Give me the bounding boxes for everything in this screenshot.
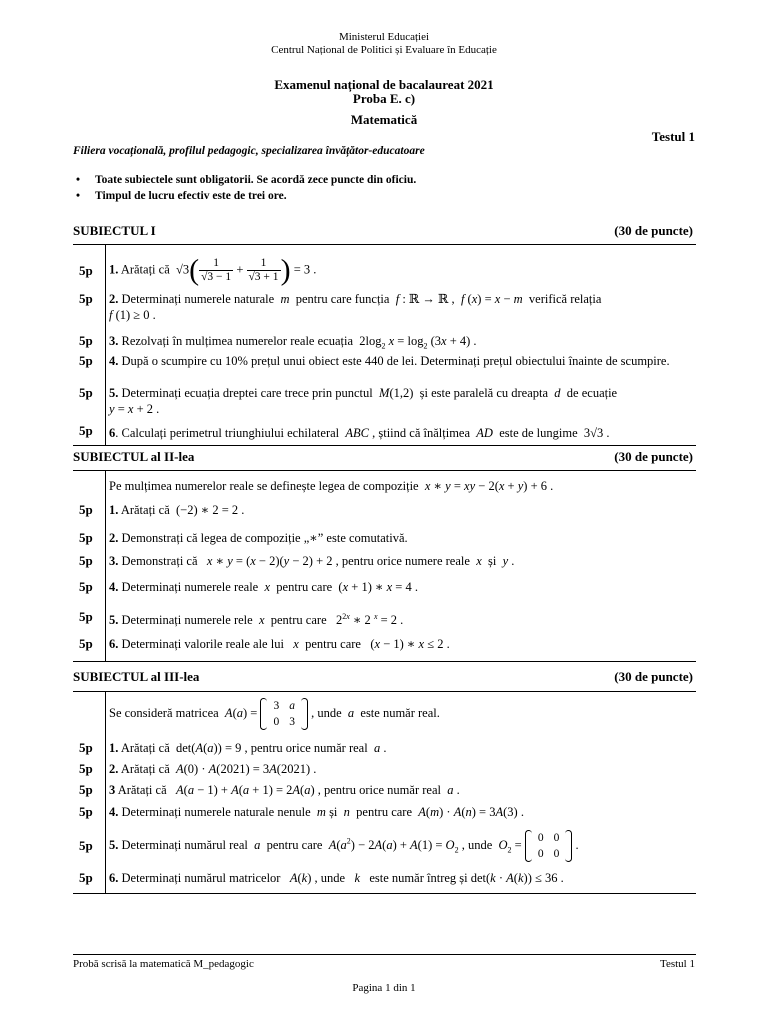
section3-heading: SUBIECTUL al III-lea (30 de puncte) (73, 669, 693, 684)
exam-title: Examenul național de bacalaureat 2021 (274, 77, 494, 92)
matrix-O2: 0 0 0 0 (525, 830, 573, 862)
section1-box: 5p 1. Arătați că √3( $\frac{1}{√3 - 1}$ + $\frac{1}{√3 + 1}$ ) = 3 . 5p 2. Determinați numerele naturale m pentru care funcția f : ℝ → ℝ , f (x) = x − m verifică relația f (1) ≥ 0 . 5p 3. Rezolvați în mulțimea numerelor reale ecuația $2\log_2$ $x = \log_2 (3x + 4)$ . 5p 4. După o scumpire cu 10% prețul unui obiect este 440 de lei. Determinați prețul obiectului înainte de scumpire. 5p 5. Determinați ecuația dreptei care trece prin punctul M(1,2) și este paralelă cu dreapta d de ecuație y = x + 2 . 5p 6. Calculați perimetrul triunghiului echilateral ABC , știind că înălțimea AD este de lungime 3√3 . (73, 244, 696, 446)
matrix-A: 3 a 0 3 (260, 698, 308, 730)
section3-points: (30 de puncte) (614, 669, 693, 684)
bullet-icon: • (76, 174, 81, 186)
section2-box: Pe mulțimea numerelor reale se definește legea de compoziție x ∗ y = xy − 2(x + y) + 6 . 5p 1. Arătați că (−2) ∗ 2 = 2 . 5p 2. Demonstrați că legea de compoziție „∗” este comutativă. 5p 3. Demonstrați că x ∗ y = (x − 2)(y − 2) + 2 , pentru orice numere reale x și y . 5p 4. Determinați numerele reale x pentru care (x + 1) ∗ x = 4 . 5p 5. Determinați numerele rele x pentru care $2^{2x}$ ∗ 2 $^x$ = 2 . 5p 6. Determinați valorile reale ale lui x pentru care (x − 1) ∗ x ≤ 2 . (73, 470, 696, 662)
rules-list (73, 172, 416, 204)
section1-points: (30 de puncte) (614, 223, 693, 238)
track-label: Filiera vocațională, profilul pedagogic, specializarea învățător-educatoare (73, 145, 425, 157)
bullet-icon: • (76, 190, 81, 202)
footer-divider (73, 954, 696, 955)
rule-item: • Toate subiectele sunt obligatorii. Se acordă zece puncte din oficiu. (76, 174, 417, 186)
rule-item: • Timpul de lucru efectiv este de trei ore. (76, 190, 287, 202)
proba-title: Proba E. c) (352, 91, 416, 106)
section3-box: Se consideră matricea A(a) = 3 a 0 3 , unde a este număr real. 5p 1. Arătați că det(A(a)) = 9 , pentru orice număr real a . 5p 2. Arătați că A(0) · A(2021) = 3A(2021) . 5p 3 Arătați că A(a − 1) + A(a + 1) = 2A(a) , pentru orice număr real a . 5p 4. Determinați numerele naturale nenule m și n pentru care A(m) · A(n) = 3A(3) . 5p 5. Determinați numărul real a pentru care $A(a^2) - 2A(a) + A(1) = O_2$ , unde $O_2$ = 0 0 0 0 . 5p 6. Determinați numărul matricelor A(k) , unde k este număr întreg și det(k · A(k)) ≤ 36 . (73, 691, 696, 894)
section2-heading: SUBIECTUL al II-lea (30 de puncte) (73, 449, 693, 464)
page-number: Pagina 1 din 1 (352, 982, 416, 994)
subject-title: Matematică (350, 112, 418, 127)
footer-right: Testul 1 (660, 958, 695, 970)
section2-points: (30 de puncte) (614, 449, 693, 464)
ministry-name: Ministerul Educației (338, 31, 430, 43)
footer-left: Probă scrisă la matematică M_pedagogic (73, 958, 254, 970)
test-label: Testul 1 (651, 129, 695, 144)
center-name: Centrul Național de Politici și Evaluare în Educație (271, 44, 497, 56)
section1-heading: SUBIECTUL I (30 de puncte) (73, 223, 693, 238)
